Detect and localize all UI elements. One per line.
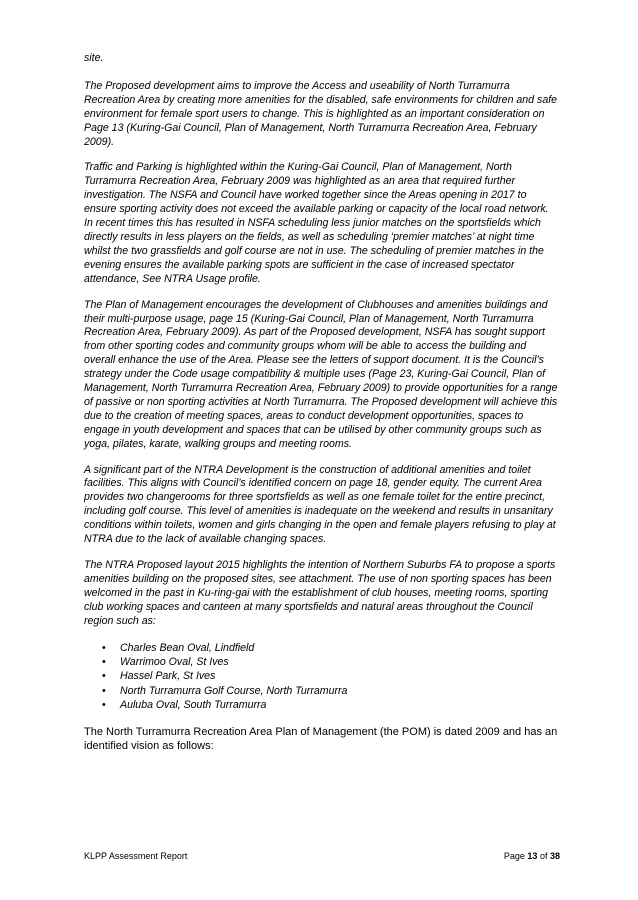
paragraph-amenities: A significant part of the NTRA Development is the construction of additional amenities and toilet facilities. This aligns with Council’s identified concern on page 18, gender equity. The current Area provides two changerooms for three sportsfields as well as one female toilet for the entire precinct, including golf course. This level of amenities is inadequate on the weekend and results in unsanitary conditions within toilets, women and girls changing in the open and female players refusing to play at NTRA due to the lack of available changing spaces. (84, 463, 556, 546)
paragraph-accessibility: The Proposed development aims to improve the Access and useability of North Turramurra Recreation Area by creating more amenities for the disabled, safe environments for children and safe environment for female sport users to change. This is highlighted as an important consideration on Page 13 (Kuring-Gai Council, Plan of Management, North Turramurra Recreation Area, February 2009). (84, 79, 558, 148)
bullet-icon: • (102, 641, 106, 654)
list-item: • North Turramurra Golf Course, North Turramurra (102, 684, 348, 697)
bullet-list (84, 641, 560, 713)
paragraph-pom-vision: The North Turramurra Recreation Area Plan of Management (the POM) is dated 2009 and has an identified vision as follows: (84, 725, 558, 752)
paragraph-layout-2015: The NTRA Proposed layout 2015 highlights the intention of Northern Suburbs FA to propose a sports amenities building on the proposed sites, see attachment. The use of non sporting spaces has been welcomed in the past in Ku-ring-gai with the establishment of club houses, meeting rooms, sporting club working spaces and canteen at many sportsfields and natural areas throughout the Council region such as: (84, 559, 556, 627)
list-item: • Auluba Oval, South Turramurra (102, 699, 267, 712)
page-body (84, 52, 560, 765)
list-item: • Hassel Park, St Ives (102, 670, 216, 683)
page-footer (84, 851, 560, 861)
paragraph-clubhouses: The Plan of Management encourages the development of Clubhouses and amenities buildings and their multi-purpose usage, page 15 (Kuring-Gai Council, Plan of Management, North Turramurra Recreation Area, February 2009). As part of the Proposed development, NSFA has sought support from other sporting codes and community groups whom will be able to access the building and overall enhance the use of the Area. Please see the letters of support document. It is the Council’s strategy under the Code usage compatibility & multiple uses (Page 23, Kuring-Gai Council, Plan of Management, North Turramurra Recreation Area, February 2009) to provide opportunities for a range of passive or non sporting activities at North Turramurra. The Proposed development will achieve this due to the creation of meeting spaces, areas to conduct development opportunities, spaces to engage in youth development and spaces that can be utilised by other community groups such as yoga, pilates, karate, walking groups and meeting rooms. (84, 298, 558, 450)
bullet-icon: • (102, 670, 106, 683)
bullet-icon: • (102, 684, 106, 697)
paragraph-traffic-parking: Traffic and Parking is highlighted within the Kuring-Gai Council, Plan of Management, North Turramurra Recreation Area, February 2009 was highlighted as an area that required further investigation. The NSFA and Council have worked together since the Areas opening in 2017 to ensure sporting activity does not exceed the available parking or capacity of the local road network. In recent times this has resulted in NSFA scheduling less junior matches on the sportsfields which directly results in less players on the fields, as well as scheduling ‘premier matches’ at night time whilst the two grassfields and golf course are not in use. The scheduling of premier matches in the evening ensures the available parking spots are sufficient in the case of increased spectator attendance, See NTRA Usage profile. (84, 161, 549, 285)
list-item: • Charles Bean Oval, Lindfield (102, 641, 255, 654)
bullet-icon: • (102, 699, 106, 712)
bullet-icon: • (102, 655, 106, 668)
footer-report-title: KLPP Assessment Report (84, 851, 188, 861)
page-number: Page 13 of 38 (503, 851, 560, 861)
paragraph-continuation: site. (84, 52, 104, 64)
list-item: • Warrimoo Oval, St Ives (102, 655, 229, 668)
